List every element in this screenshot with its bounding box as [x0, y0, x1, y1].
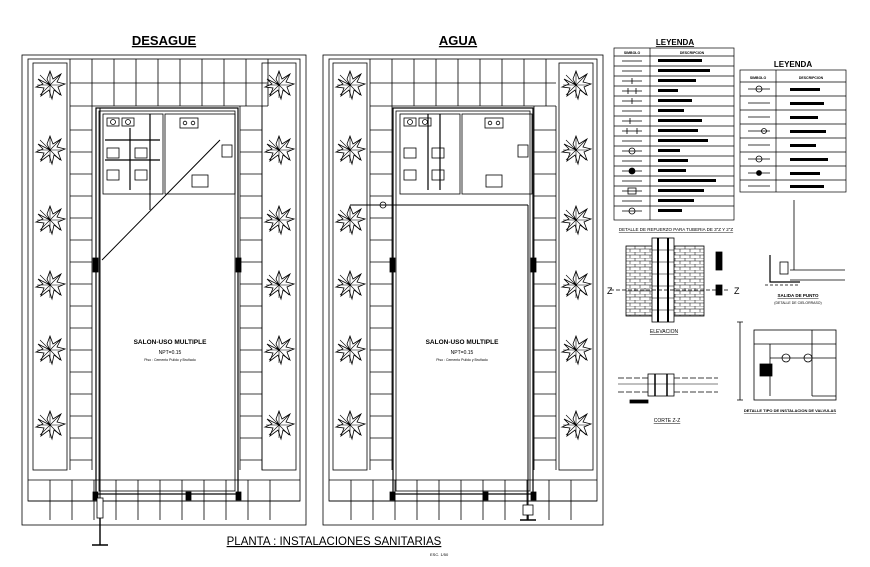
legend-2-title: LEYENDA — [773, 60, 813, 69]
legend-1-col-desc: DESCRIPCION — [679, 51, 705, 55]
plan-desague — [22, 55, 306, 545]
room-name-left: SALON-USO MULTIPLE — [133, 339, 207, 346]
detail-elevation — [610, 238, 730, 322]
room-floor-left: Piso : Cemento Pulido y Bruñado — [144, 358, 196, 362]
room-name-right: SALON-USO MULTIPLE — [425, 339, 499, 346]
legend-2-symbols — [748, 86, 770, 186]
detail-z-left: Z — [607, 286, 613, 296]
detail-valvula-label: DETALLE TIPO DE INSTALACION DE VALVULAS — [743, 408, 837, 413]
legend-1-descriptions — [658, 59, 716, 212]
detail-refuerzo-title: DETALLE DE REFUERZO PARA TUBERIA DE 3"Z Y 2"Z — [618, 227, 734, 232]
scale-label: ESC. 1/50 — [430, 552, 449, 557]
detail-salida-label: SALIDA DE PUNTO — [777, 293, 819, 298]
room-level-right: NPT=0.15 — [450, 350, 474, 356]
title-desague: DESAGUE — [131, 33, 197, 48]
detail-elevacion-label: ELEVACION — [649, 329, 679, 335]
room-floor-right: Piso : Cemento Pulido y Bruñado — [436, 358, 488, 362]
detail-z-right: Z — [734, 286, 740, 296]
main-title: PLANTA : INSTALACIONES SANITARIAS — [226, 536, 442, 548]
room-level-left: NPT=0.15 — [158, 350, 182, 356]
legend-1-title: LEYENDA — [655, 38, 695, 47]
legend-1-col-symbol: SIMBOLO — [623, 51, 641, 55]
planter-plants-right — [336, 71, 591, 439]
legend-2-col-symbol: SIMBOLO — [749, 76, 767, 80]
legend-1-symbols — [622, 61, 642, 214]
detail-valvula — [737, 322, 836, 400]
detail-corte-label: CORTE Z-Z — [653, 418, 681, 424]
title-agua: AGUA — [438, 33, 478, 48]
detail-salida-punto — [765, 200, 845, 285]
detail-salida-sub: (DETALLE DE CIELORRASO) — [774, 301, 822, 305]
legend-2-col-desc: DESCRIPCION — [798, 76, 824, 80]
plan-agua — [323, 55, 603, 525]
detail-corte — [618, 374, 718, 403]
